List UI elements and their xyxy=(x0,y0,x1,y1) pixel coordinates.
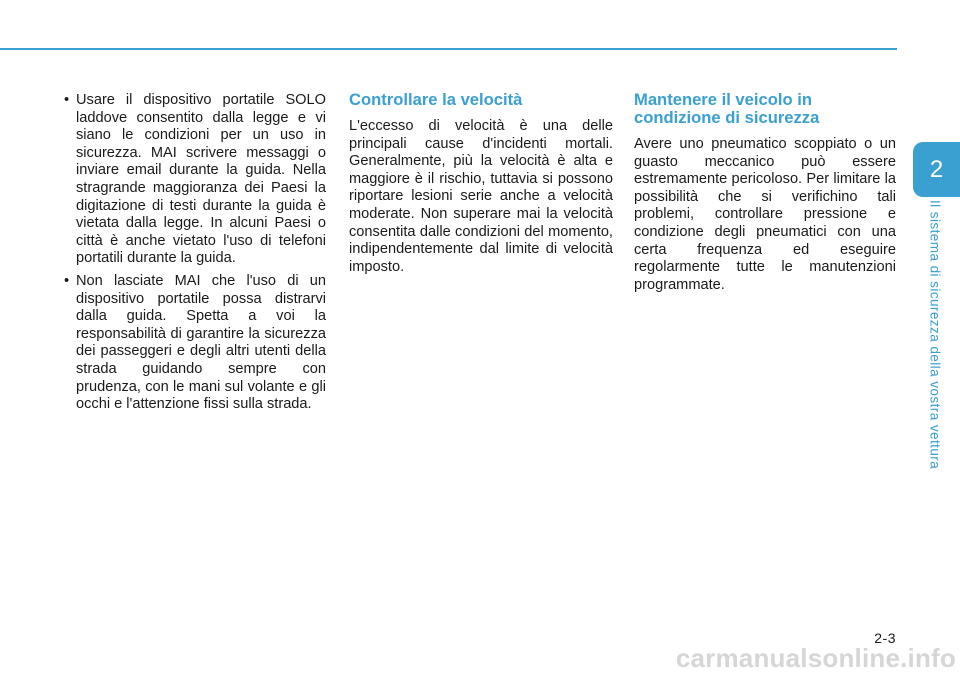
chapter-title-text: Il sistema di sicurezza della vostra vettura xyxy=(927,200,943,470)
page-number: 2-3 xyxy=(874,630,896,646)
bullet-item: • Usare il dispositivo portatile SOLO laddove consentito dalla legge e vi siano le condizioni per un uso in sicurezza. MAI scrivere messaggi o inviare email durante la guida. Nella stragrande maggioranza dei Paesi la digitazione di testi durante la guida è vietata dalla legge. In alcuni Paesi o città è anche vietato l'uso di telefoni portatili durante la guida. xyxy=(62,92,326,268)
watermark: carmanualsonline.info xyxy=(675,643,956,673)
section-heading-maintenance: Mantenere il veicolo in condizione di sicurezza xyxy=(634,90,820,127)
column-middle xyxy=(349,91,613,276)
chapter-side-title xyxy=(920,200,950,480)
header-rule xyxy=(0,48,897,50)
column-right xyxy=(634,91,896,294)
bullet-list xyxy=(62,92,326,414)
section-body-maintenance: Avere uno pneumatico scoppiato o un guasto meccanico può essere estremamente pericoloso. Per limitare la possibilità che si verifichino tali problemi, controllare pressione e condizione degli pneumatici con una certa frequenza ed eseguire regolarmente tutte le manutenzioni programmate. xyxy=(634,136,896,293)
section-heading-speed: Controllare la velocità xyxy=(349,90,523,109)
section-body-speed: L'eccesso di velocità è una delle principali cause d'incidenti mortali. Generalmente, più la velocità è alta e maggiore è il rischio, tuttavia si possono riportare lesioni serie anche a velocità moderate. Non superare mai la velocità consentita dalle condizioni del momento, indipendentemente dal limite di velocità imposto. xyxy=(349,118,613,275)
chapter-tab: 2 xyxy=(913,142,960,197)
column-left xyxy=(62,92,326,419)
bullet-item: • Non lasciate MAI che l'uso di un dispositivo portatile possa distrarvi dalla guida. Spetta a voi la responsabilità di garantire la sicurezza dei passeggeri e degli altri utenti della strada guidando sempre con prudenza, con le mani sul volante e gli occhi e l'attenzione fissi sulla strada. xyxy=(62,273,326,414)
